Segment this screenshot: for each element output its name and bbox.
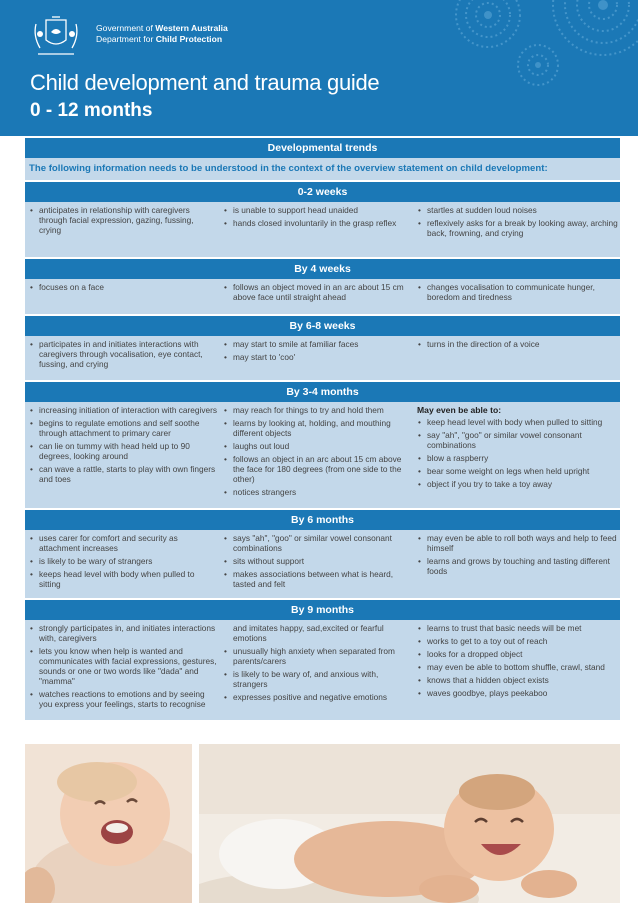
list-item: • follows an object in an arc about 15 cm above the face for 180 degrees (from one side to the other)	[223, 454, 411, 484]
list-item: • can wave a rattle, starts to play with own fingers and toes	[29, 464, 217, 484]
list-item: • startles at sudden loud noises	[417, 205, 618, 215]
column-subheading: May even be able to:	[417, 405, 502, 415]
list-item: • says "ah", "goo" or similar vowel consonant combinations	[223, 533, 411, 553]
section-row-6-months	[25, 530, 620, 598]
list-item: • turns in the direction of a voice	[417, 339, 618, 349]
list-item: • say "ah", "goo" or similar vowel consonant combinations	[417, 430, 618, 450]
intro-statement: The following information needs to be understood in the context of the overview statement on child development:	[25, 158, 620, 180]
section-row-6-8-weeks	[25, 336, 620, 380]
list-item: • may start to smile at familiar faces	[223, 339, 411, 349]
list-item: • is likely to be wary of, and anxious with, strangers	[223, 669, 411, 689]
section-row-3-4-months	[25, 402, 620, 508]
list-item: • sits without support	[223, 556, 411, 566]
list-item: • waves goodbye, plays peekaboo	[417, 688, 618, 698]
list-item: • changes vocalisation to communicate hunger, boredom and tiredness	[417, 282, 618, 302]
section-heading-9-months: By 9 months	[25, 600, 620, 620]
list-item: • unusually high anxiety when separated from parents/carers	[223, 646, 411, 666]
list-item: • makes associations between what is heard, tasted and felt	[223, 569, 411, 589]
list-item: • laughs out loud	[223, 441, 411, 451]
section-row-4-weeks	[25, 279, 620, 314]
list-item: • knows that a hidden object exists	[417, 675, 618, 685]
list-item: • lets you know when help is wanted and communicates with facial expressions, gestures, sounds or one or two words like "dada" and "mamma"	[29, 646, 217, 686]
guide-content	[25, 138, 620, 720]
list-item: • learns to trust that basic needs will be met	[417, 623, 618, 633]
trends-heading: Developmental trends	[25, 138, 620, 158]
list-item: • may even be able to roll both ways and help to feed himself	[417, 533, 618, 553]
section-heading-4-weeks: By 4 weeks	[25, 259, 620, 279]
section-heading-3-4-months: By 3-4 months	[25, 382, 620, 402]
baby-crawling-photo	[199, 744, 620, 903]
header-banner	[0, 0, 638, 136]
list-item: • begins to regulate emotions and self soothe through attachment to primary carer	[29, 418, 217, 438]
list-item: • is unable to support head unaided	[223, 205, 411, 215]
list-item: • reflexively asks for a break by looking away, arching back, frowning, and crying	[417, 218, 618, 238]
page-subtitle: 0 - 12 months	[30, 100, 153, 121]
list-item: • hands closed involuntarily in the grasp reflex	[223, 218, 411, 228]
list-item: • learns by looking at, holding, and mouthing different objects	[223, 418, 411, 438]
list-item: • increasing initiation of interaction with caregivers	[29, 405, 217, 415]
wa-crest-logo	[30, 14, 82, 60]
list-item: • watches reactions to emotions and by seeing you express your feelings, starts to recognise	[29, 689, 217, 709]
list-item: • blow a raspberry	[417, 453, 618, 463]
section-heading-6-8-weeks: By 6-8 weeks	[25, 316, 620, 336]
list-item: • keeps head level with body when pulled to sitting	[29, 569, 217, 589]
list-item: • may start to 'coo'	[223, 352, 411, 362]
list-item: • strongly participates in, and initiates interactions with, caregivers	[29, 623, 217, 643]
list-item: • notices strangers	[223, 487, 411, 497]
list-item: • can lie on tummy with head held up to 90 degrees, looking around	[29, 441, 217, 461]
list-item: • anticipates in relationship with caregivers through facial expression, gazing, fussing, crying	[29, 205, 217, 235]
list-item: • expresses positive and negative emotions	[223, 692, 411, 702]
list-item: • object if you try to take a toy away	[417, 479, 618, 489]
list-item: • bear some weight on legs when held upright	[417, 466, 618, 476]
section-row-0-2-weeks	[25, 202, 620, 257]
dot-pattern-decoration	[418, 0, 638, 95]
list-item: • follows an object moved in an arc about 15 cm above face until straight ahead	[223, 282, 411, 302]
list-item: • looks for a dropped object	[417, 649, 618, 659]
section-row-9-months	[25, 620, 620, 720]
list-item: • is likely to be wary of strangers	[29, 556, 217, 566]
section-heading-6-months: By 6 months	[25, 510, 620, 530]
list-item: • keep head level with body when pulled to sitting	[417, 417, 618, 427]
baby-laughing-photo	[25, 744, 192, 903]
list-item: • uses carer for comfort and security as attachment increases	[29, 533, 217, 553]
list-item-continued: and imitates happy, sad,excited or fearful emotions	[233, 623, 384, 643]
list-item: • participates in and initiates interactions with caregivers through vocalisation, eye contact, fussing, and crying	[29, 339, 217, 369]
page-title: Child development and trauma guide	[30, 70, 380, 95]
list-item: • focuses on a face	[29, 282, 217, 292]
list-item: • works to get to a toy out of reach	[417, 636, 618, 646]
section-heading-0-2-weeks: 0-2 weeks	[25, 182, 620, 202]
list-item: • learns and grows by touching and tasting different foods	[417, 556, 618, 576]
list-item: • may reach for things to try and hold them	[223, 405, 411, 415]
organisation-name: Government of Western Australia Department for Child Protection	[96, 23, 228, 44]
list-item: • may even be able to bottom shuffle, crawl, stand	[417, 662, 618, 672]
